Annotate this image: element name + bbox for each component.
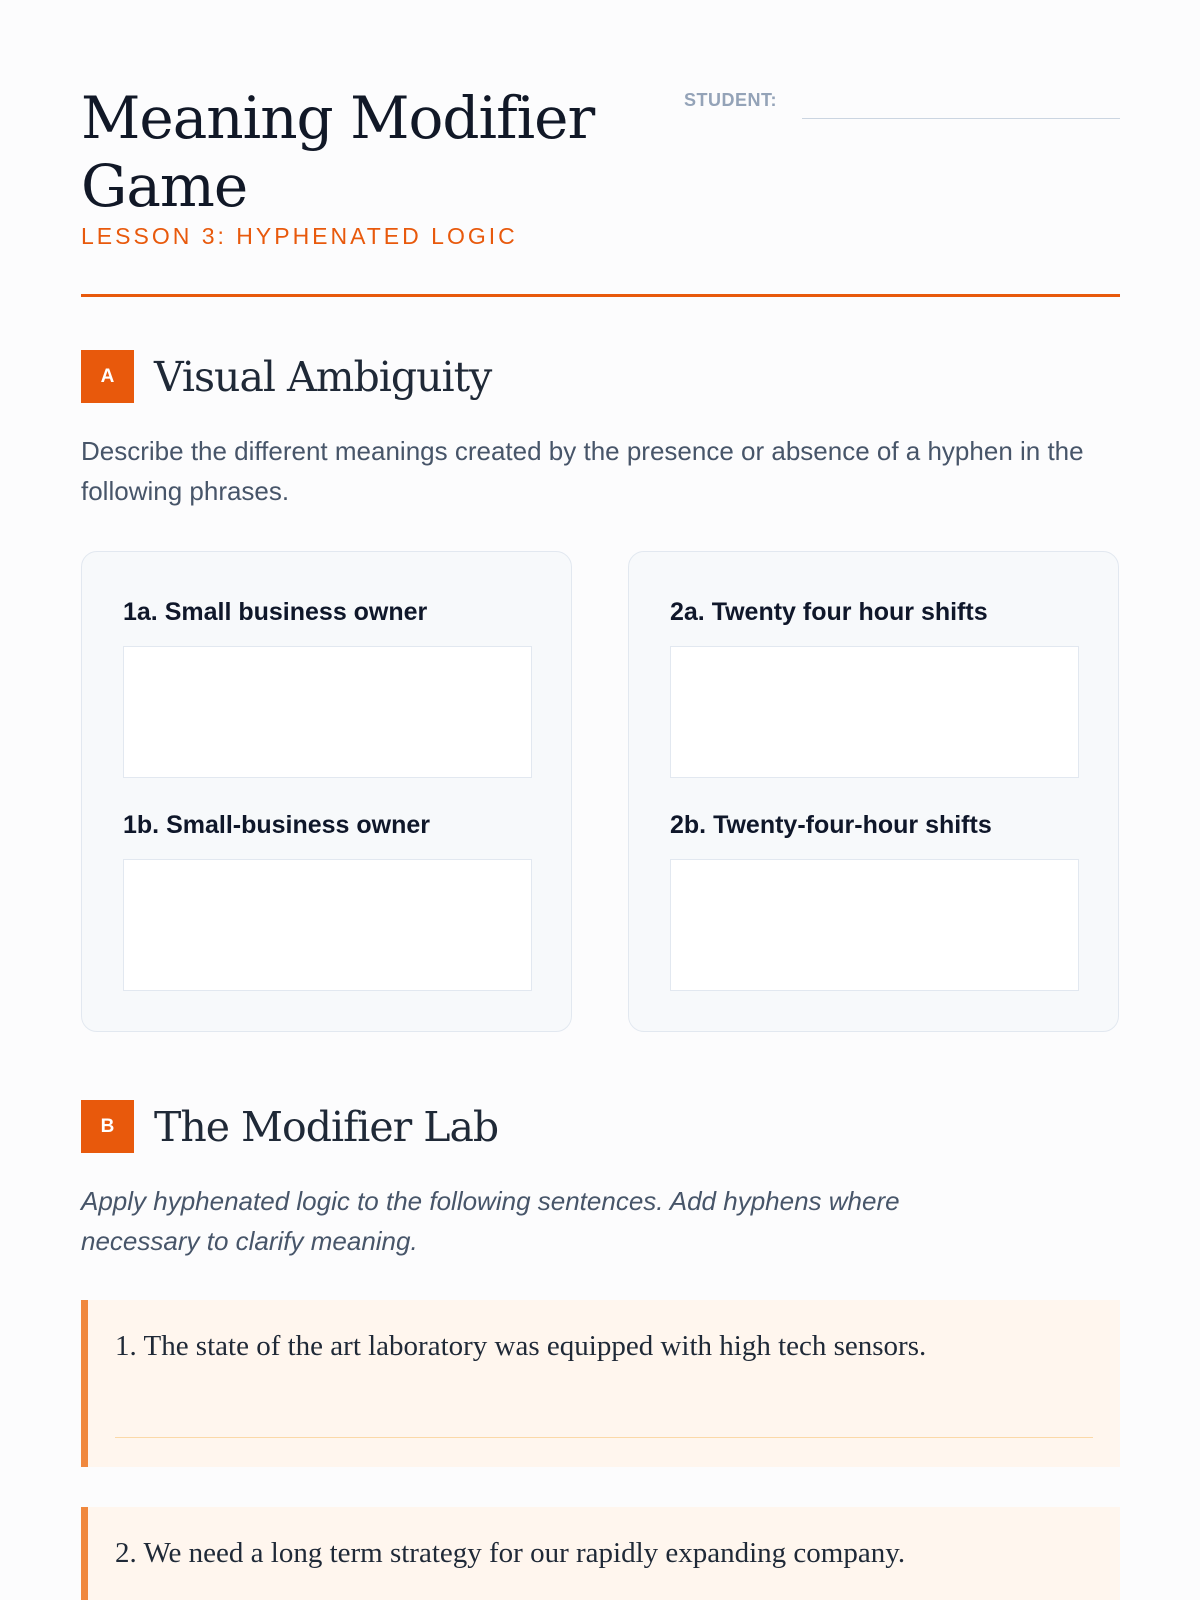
student-name-field[interactable]: [684, 88, 1120, 120]
student-name-line[interactable]: [802, 118, 1120, 119]
section-a-instructions: Describe the different meanings created by the presence or absence of a hyphen in the following phrases.: [81, 436, 1084, 506]
section-a-badge: A: [81, 350, 134, 403]
section-b-instructions: Apply hyphenated logic to the following sentences. Add hyphens where necessary to clarify meaning.: [81, 1186, 900, 1256]
student-label: STUDENT:: [684, 90, 777, 110]
phrase-label-2a: 2a. Twenty four hour shifts: [670, 598, 988, 626]
answer-box-1b[interactable]: [123, 859, 532, 991]
phrase-card-1: [81, 551, 572, 1032]
worksheet-page: [81, 0, 1120, 1569]
page-title: Meaning Modifier Game: [81, 84, 595, 220]
section-a-heading: [81, 350, 1120, 404]
phrase-label-2b: 2b. Twenty-four-hour shifts: [670, 811, 992, 839]
exercise-answer-line-1[interactable]: [115, 1437, 1093, 1438]
exercise-item: [81, 1300, 1120, 1467]
exercise-sentence-2: 2. We need a long term strategy for our rapidly expanding company.: [115, 1537, 906, 1569]
phrase-label-1b: 1b. Small-business owner: [123, 811, 431, 839]
section-a-title: Visual Ambiguity: [154, 353, 492, 401]
answer-box-1a[interactable]: [123, 646, 532, 778]
lesson-subtitle: LESSON 3: HYPHENATED LOGIC: [81, 223, 518, 249]
worksheet-header: [81, 0, 1120, 297]
answer-box-2a[interactable]: [670, 646, 1079, 778]
exercise-item: [81, 1507, 1120, 1600]
phrase-label-1a: 1a. Small business owner: [123, 598, 428, 626]
section-b-heading: [81, 1100, 1120, 1154]
exercise-sentence-1: 1. The state of the art laboratory was equipped with high tech sensors.: [115, 1330, 927, 1362]
section-b-badge: B: [81, 1100, 134, 1153]
section-b-title: The Modifier Lab: [154, 1103, 499, 1151]
phrase-card-2: [628, 551, 1119, 1032]
answer-box-2b[interactable]: [670, 859, 1079, 991]
